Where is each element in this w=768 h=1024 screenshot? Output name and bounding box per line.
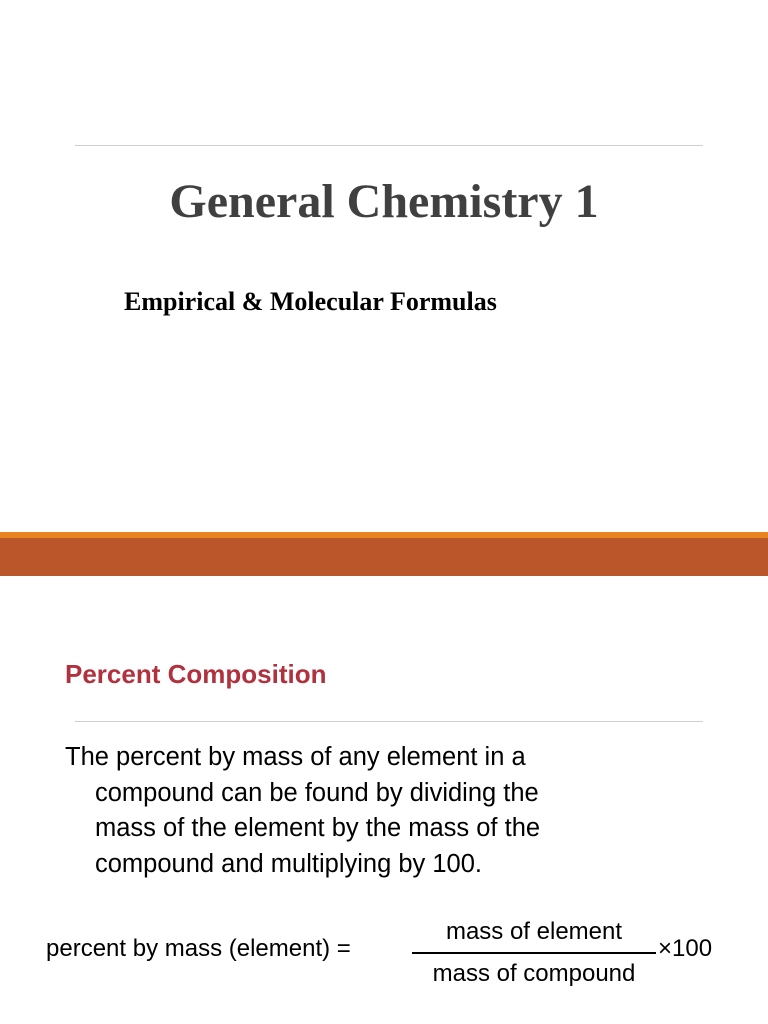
slide-title: General Chemistry 1: [169, 175, 599, 228]
heading-divider: [75, 721, 703, 722]
body-line: mass of the element by the mass of the: [95, 814, 541, 842]
formula-lhs: percent by mass (element) =: [46, 935, 351, 962]
formula-numerator: mass of element: [445, 918, 623, 945]
slide-separator-band: [0, 538, 768, 576]
slide-subtitle: Empirical & Molecular Formulas: [124, 287, 497, 316]
body-line: compound and multiplying by 100.: [95, 849, 482, 878]
section-heading: Percent Composition: [65, 659, 327, 689]
body-line: The percent by mass of any element in a: [65, 743, 526, 771]
formula-multiplier: ×100: [658, 935, 713, 962]
formula-fraction: [412, 912, 656, 994]
percent-mass-formula: [46, 912, 746, 992]
title-divider: [75, 145, 703, 146]
body-paragraph: [65, 740, 645, 882]
slide-2: [0, 576, 768, 1024]
body-line: compound can be found by dividing the: [95, 778, 539, 807]
formula-denominator: mass of compound: [432, 959, 636, 987]
